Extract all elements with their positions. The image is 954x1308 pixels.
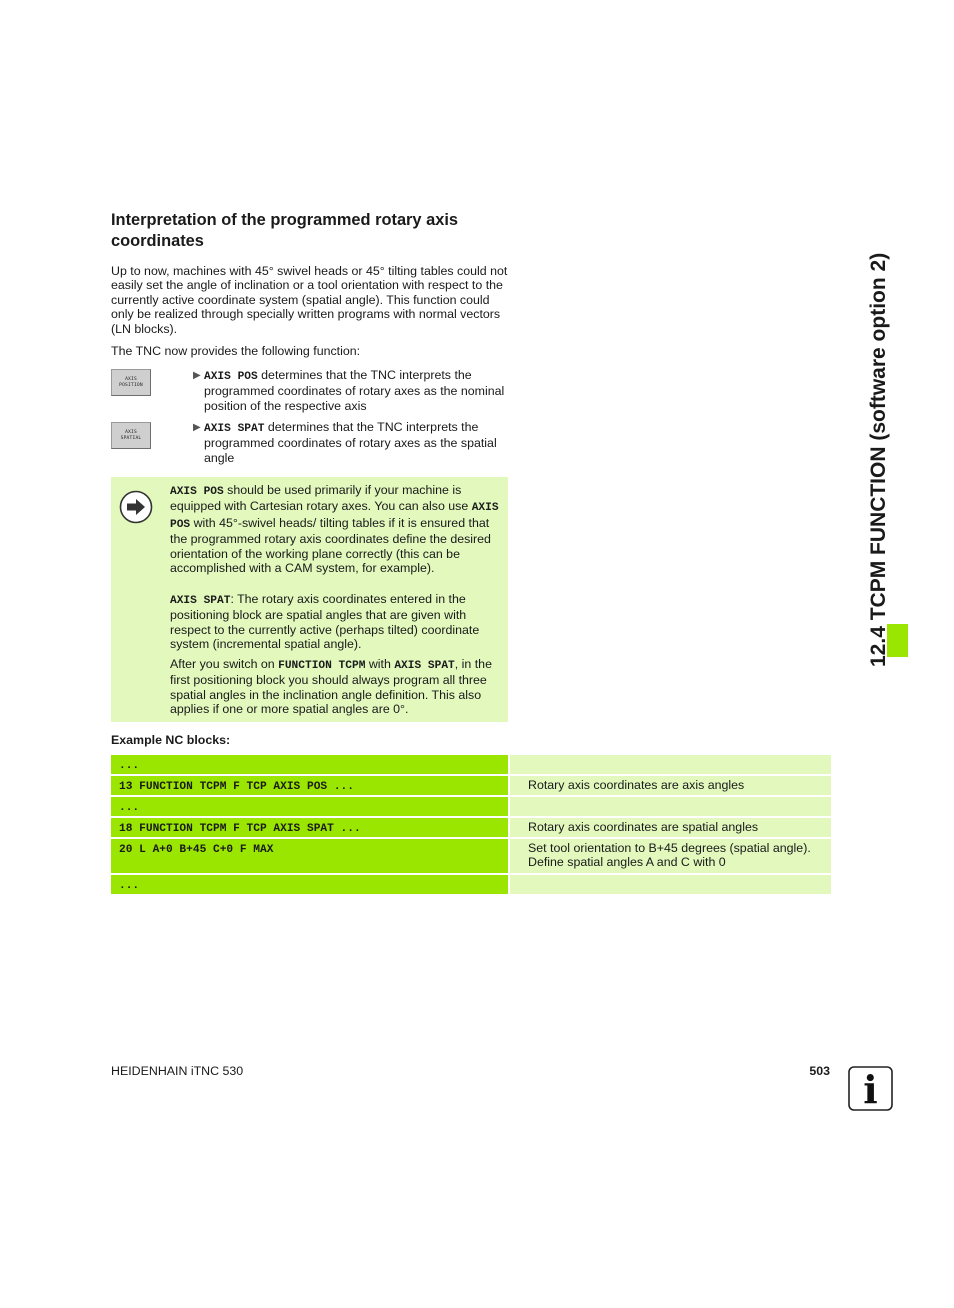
nc-code-cell: ... bbox=[111, 797, 508, 816]
info-icon bbox=[848, 1066, 893, 1111]
option-code: AXIS POS bbox=[204, 371, 258, 383]
option-axis-spat bbox=[193, 420, 509, 465]
note-text: After you switch on bbox=[170, 657, 279, 671]
arrow-right-circle-icon bbox=[119, 490, 153, 524]
triangle-bullet-icon: ▶ bbox=[193, 370, 201, 381]
nc-desc-cell bbox=[510, 875, 831, 894]
option-text: determines that the TNC interprets the programmed coordinates of rotary axes as the spatial angle bbox=[204, 420, 497, 465]
option-text: determines that the TNC interprets the programmed coordinates of rotary axes as the nominal position of the respective axis bbox=[204, 368, 505, 413]
note-paragraph-3 bbox=[170, 657, 500, 717]
nc-desc-cell bbox=[510, 755, 831, 774]
nc-desc-cell bbox=[510, 797, 831, 816]
softkey-line: POSITION bbox=[119, 382, 143, 388]
note-text: should be used primarily if your machine is equipped with Cartesian rotary axes. You can also use bbox=[170, 483, 472, 514]
note-code: AXIS POS bbox=[170, 486, 224, 498]
function-intro: The TNC now provides the following function: bbox=[111, 344, 361, 358]
note-paragraph-1 bbox=[170, 483, 500, 575]
nc-code-cell: ... bbox=[111, 755, 508, 774]
page-number: 503 bbox=[809, 1064, 830, 1078]
intro-paragraph: Up to now, machines with 45° swivel heads or 45° tilting tables could not easily set the angle of inclination or a tool orientation with respect to the currently active coordinate system (spatial angle). This function could only be realized through specially written programs with normal vectors (LN blocks). bbox=[111, 264, 508, 336]
nc-code-cell: 18 FUNCTION TCPM F TCP AXIS SPAT ... bbox=[111, 818, 508, 837]
note-text: with 45°-swivel heads/ tilting tables if it is ensured that the programmed rotary axis coordinates define the desired orientation of the working plane correctly (this can be accomplished with a CAM system, for example). bbox=[170, 515, 491, 576]
nc-code-cell: ... bbox=[111, 875, 508, 894]
nc-desc-cell: Rotary axis coordinates are spatial angles bbox=[510, 818, 831, 837]
table-row bbox=[111, 839, 831, 873]
triangle-bullet-icon: ▶ bbox=[193, 422, 201, 433]
option-code: AXIS SPAT bbox=[204, 423, 265, 435]
softkey-line: AXIS bbox=[125, 429, 137, 435]
footer-product-name: HEIDENHAIN iTNC 530 bbox=[111, 1064, 244, 1078]
axis-position-softkey[interactable] bbox=[111, 369, 151, 396]
table-row bbox=[111, 797, 831, 816]
option-axis-pos bbox=[193, 368, 509, 413]
note-code: AXIS SPAT bbox=[170, 595, 231, 607]
table-row bbox=[111, 776, 831, 795]
note-code: AXIS SPAT bbox=[394, 660, 455, 672]
table-row bbox=[111, 818, 831, 837]
note-text: , in the first positioning block you should always program all three spatial angles in the inclination angle definition. This also applies if one or more spatial angles are 0°. bbox=[170, 657, 492, 717]
nc-code-cell: 13 FUNCTION TCPM F TCP AXIS POS ... bbox=[111, 776, 508, 795]
nc-blocks-table bbox=[111, 753, 831, 896]
section-heading: Interpretation of the programmed rotary axis coordinates bbox=[111, 211, 459, 250]
softkey-line: SPATIAL bbox=[120, 435, 142, 441]
nc-desc-cell: Set tool orientation to B+45 degrees (spatial angle). Define spatial angles A and C with 0 bbox=[510, 839, 831, 873]
axis-spatial-softkey[interactable] bbox=[111, 422, 151, 449]
table-row bbox=[111, 875, 831, 894]
note-text: with bbox=[365, 657, 395, 671]
table-row bbox=[111, 755, 831, 774]
softkey-line: AXIS bbox=[125, 376, 137, 382]
note-code: AXIS POS bbox=[170, 502, 499, 531]
nc-desc-cell: Rotary axis coordinates are axis angles bbox=[510, 776, 831, 795]
note-code: FUNCTION TCPM bbox=[278, 660, 366, 672]
info-icon-letter: i bbox=[863, 1067, 878, 1111]
chapter-side-title: 12.4 TCPM FUNCTION (software option 2) bbox=[867, 252, 890, 667]
note-paragraph-2 bbox=[170, 592, 500, 652]
nc-code-cell: 20 L A+0 B+45 C+0 F MAX bbox=[111, 839, 508, 873]
example-label: Example NC blocks: bbox=[111, 733, 231, 747]
note-text: : The rotary axis coordinates entered in the positioning block are spatial angles that are given with respect to the currently active (perhaps tilted) coordinate system (incremental spatial angle). bbox=[170, 592, 480, 652]
